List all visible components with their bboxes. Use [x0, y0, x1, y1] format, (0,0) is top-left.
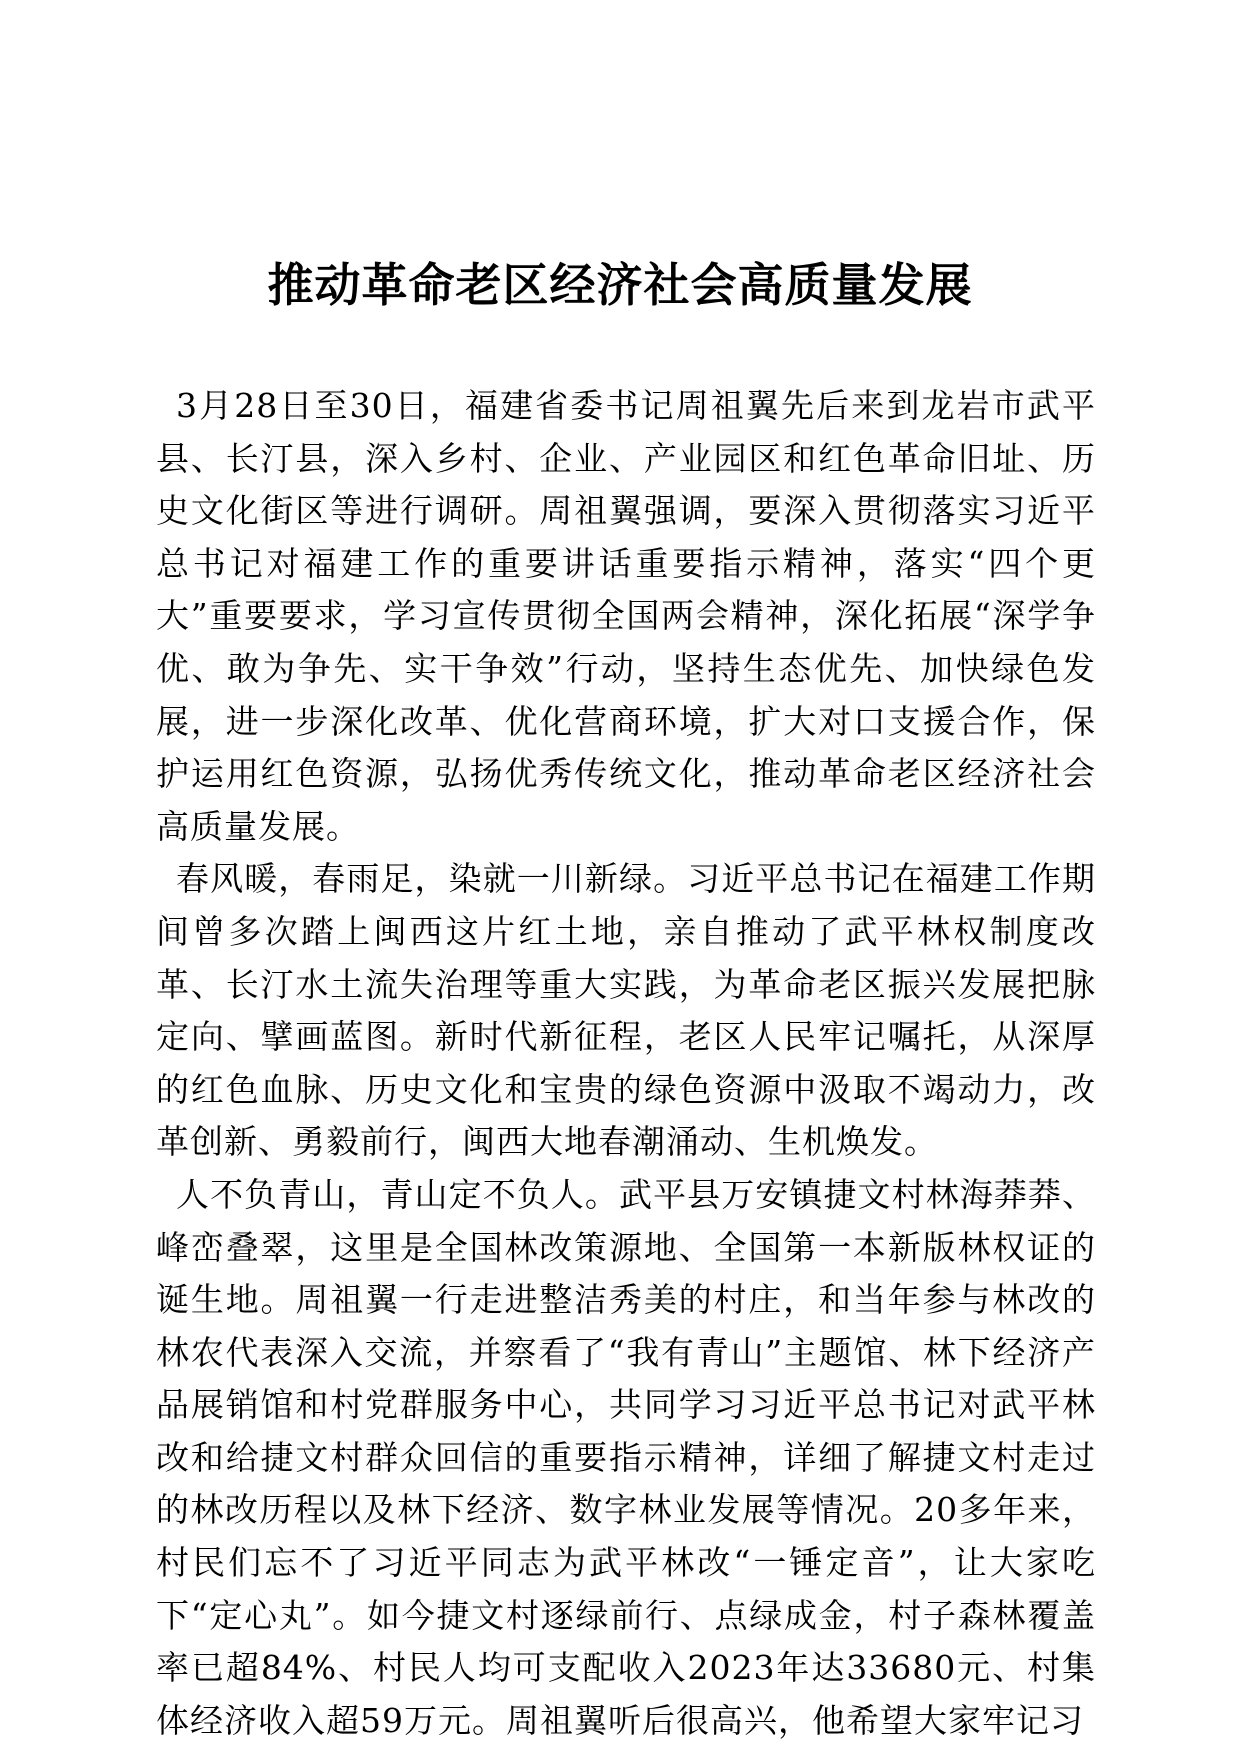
paragraph: 3月28日至30日，福建省委书记周祖翼先后来到龙岩市武平县、长汀县，深入乡村、企业、产业园区和红色革命旧址、历史文化街区等进行调研。周祖翼强调，要深入贯彻落实习近平总书记对福建工作的重要讲话重要指示精神，落实“四个更大”重要要求，学习宣传贯彻全国两会精神，深化拓展“深学争优、敢为争先、实干争效”行动，坚持生态优先、加快绿色发展，进一步深化改革、优化营商环境，扩大对口支援合作，保护运用红色资源，弘扬优秀传统文化，推动革命老区经济社会高质量发展。 [156, 386, 1096, 846]
document-title: 推动革命老区经济社会高质量发展 [267, 258, 973, 312]
paragraph: 春风暖，春雨足，染就一川新绿。习近平总书记在福建工作期间曾多次踏上闽西这片红土地，亲自推动了武平林权制度改革、长汀水土流失治理等重大实践，为革命老区振兴发展把脉定向、擘画蓝图。新时代新征程，老区人民牢记嘱托，从深厚的红色血脉、历史文化和宝贵的绿色资源中汲取不竭动力，改革创新、勇毅前行，闽西大地春潮涌动、生机焕发。 [156, 859, 1096, 1162]
paragraph: 人不负青山，青山定不负人。武平县万安镇捷文村林海莽莽、峰峦叠翠，这里是全国林改策源地、全国第一本新版林权证的诞生地。周祖翼一行走进整洁秀美的村庄，和当年参与林改的林农代表深入交流，并察看了“我有青山”主题馆、林下经济产品展销馆和村党群服务中心，共同学习习近平总书记对武平林改和给捷文村群众回信的重要指示精神，详细了解捷文村走过的林改历程以及林下经济、数字林业发展等情况。20多年来，村民们忘不了习近平同志为武平林改“一锤定音”，让大家吃下“定心丸”。如今捷文村逐绿前行、点绿成金，村子森林覆盖率已超84%、村民人均可支配收入2023年达33680元、村集体经济收入超59万元。周祖翼听后很高兴，他希望大家牢记习 [156, 1174, 1096, 1740]
document-body [156, 380, 1096, 1747]
